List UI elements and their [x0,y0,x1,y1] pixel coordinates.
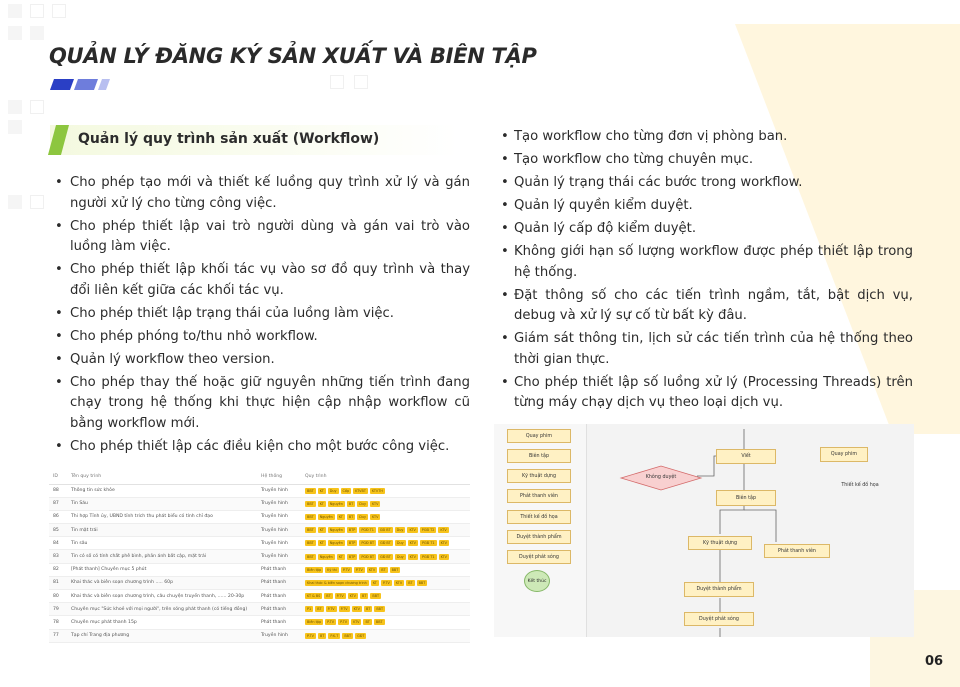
cell-id: 88 [49,484,67,497]
cell-process-tags [301,603,470,616]
process-step-tag: P.TV [382,580,390,585]
process-step-tag: BT [348,501,354,506]
process-step-tag: BT [348,514,354,519]
process-step-tag: KTV [349,594,356,599]
list-item: • Quản lý cấp độ kiểm duyệt. [499,219,913,240]
process-step-tag: KT [319,488,324,493]
process-step-tag: BBT [375,620,383,625]
cell-id: 86 [49,510,67,523]
table-row [49,550,470,563]
table-row [49,603,470,616]
process-step-tag: Duy [396,528,404,533]
left-feature-list [52,173,470,460]
cell-system: Truyền hình [257,510,301,523]
process-step-tag: Nguyên [319,514,333,519]
list-item: • Đặt thông số cho các tiến trình ngầm, tắt, bật dịch vụ, debug và xử lý sự cố từ bất kỳ đâu. [499,286,913,327]
cell-id: 78 [49,616,67,629]
process-step-tag: KT [372,580,377,585]
process-step-tag: Biên tập [307,567,322,572]
process-step-tag: KT [319,501,324,506]
process-step-tag: PGĐ T1 [421,554,435,559]
list-item: • Cho phép thiết lập vai trò người dùng và gán vai trò vào luồng làm việc. [52,217,470,258]
table-row [49,497,470,510]
cell-system: Phát thanh [257,616,301,629]
cell-process-tags [301,629,470,642]
cell-system: Phát thanh [257,576,301,589]
list-item: • Tạo workflow cho từng đơn vị phòng ban. [499,127,913,148]
cell-name: Tin sâu [67,537,257,550]
process-step-tag: KT [319,541,324,546]
node-duyet-phat-song: Duyệt phát sóng [684,612,754,626]
cell-name: Thông tin sức khỏe [67,484,257,497]
list-item: • Quản lý trạng thái các bước trong workflow. [499,173,913,194]
title-bar-mid [74,79,98,90]
cell-id: 79 [49,603,67,616]
cell-name: Chuyên mục "Sức khoẻ với mọi người", trên sóng phát thanh (có tiếng đồng) [67,603,257,616]
process-step-tag: PGĐ T2 [421,528,435,533]
process-step-tag: KTV [353,620,360,625]
process-step-tag: GĐT [357,633,365,638]
process-step-tag: KTV [395,580,403,585]
process-step-tag: Khai thác & biên soạn chương trình [307,580,367,585]
node-thiet-ke-do-hoa: Thiết kế đồ họa [841,482,879,488]
process-step-tag: Duy [396,541,404,546]
cell-name: [Phát thanh] Chuyên mục 5 phút [67,563,257,576]
cell-process-tags [301,590,470,603]
process-step-tag: P.TV [327,607,335,612]
process-step-tag: GĐ BT [379,528,391,533]
palette-item: Kỹ thuật dựng [507,469,571,483]
cell-id: 85 [49,524,67,537]
process-step-tag: Kỹ thi [327,567,337,572]
process-step-tag: KTV [409,541,416,546]
process-step-tag: KTV [409,528,416,533]
process-step-tag: P.K.T [330,633,339,638]
cell-name: Khai thác và biên soạn chương trình, câu chuyện truyền thanh, ...... 20-30p [67,590,257,603]
list-item: • Cho phép thiết lập trạng thái của luồng làm việc. [52,304,470,325]
right-feature-list [499,127,913,416]
list-item: • Quản lý quyền kiểm duyệt. [499,196,913,217]
list-item: • Cho phép thiết lập số luồng xử lý (Processing Threads) trên từng máy chạy dịch vụ theo loại dịch vụ. [499,373,913,414]
cell-name: Chuyên mục phát thanh 15p [67,616,257,629]
page-title: QUẢN LÝ ĐĂNG KÝ SẢN XUẤT VÀ BIÊN TẬP [49,44,537,68]
process-step-tag: BT [362,594,367,599]
process-step-tag: Duy [359,501,367,506]
process-step-tag: BBT [307,541,314,546]
node-khong-duyet: Không duyệt [645,474,677,480]
cell-process-tags [301,537,470,550]
cell-system: Phát thanh [257,603,301,616]
cell-system: Truyền hình [257,497,301,510]
node-duyet-thanh-pham: Duyệt thành phẩm [684,582,754,597]
process-step-tag: BBT [376,607,384,612]
process-step-tag: Nguyên [329,501,343,506]
list-item: • Không giới hạn số lượng workflow được phép thiết lập trong hệ thống. [499,242,913,283]
column-header-process: Quy trình [301,469,470,484]
process-step-tag: BBT [307,528,314,533]
table-row [49,590,470,603]
process-step-tag: KTV [372,501,379,506]
cell-id: 82 [49,563,67,576]
node-phat-thanh-vien: Phát thanh viên [764,544,830,558]
process-step-tag: Duy [329,488,337,493]
process-step-tag: P.TV [340,607,348,612]
process-step-tag: BBT [391,567,399,572]
process-step-tag: KTV [409,554,416,559]
cell-name: Tạp chí Trang địa phương [67,629,257,642]
column-header-name: Tên quy trình [67,469,257,484]
process-step-tag: BT [365,620,370,625]
list-item: • Giám sát thông tin, lịch sử các tiến trình của hệ thống theo thời gian thực. [499,329,913,370]
process-step-tag: BT [365,607,371,612]
process-step-tag: PGĐ BT [361,541,375,546]
list-item: • Cho phép phóng to/thu nhỏ workflow. [52,327,470,348]
process-step-tag: BT [317,607,322,612]
process-step-tag: KTV [440,528,447,533]
cell-id: 83 [49,550,67,563]
process-step-tag: KT [319,528,324,533]
process-step-tag: KTV [368,567,376,572]
cell-name: Thi hợp Tỉnh ủy, UBND tỉnh trích thu phát biểu có tính chỉ đạo [67,510,257,523]
cell-process-tags [301,576,470,589]
cell-id: 84 [49,537,67,550]
process-step-tag: BT [326,594,331,599]
cell-process-tags [301,524,470,537]
palette-item: Quay phim [507,429,571,443]
process-step-tag: P.TV [307,633,314,638]
process-step-tag: KT [338,554,343,559]
process-step-tag: P.TV [342,567,350,572]
process-step-tag: Duy [396,554,404,559]
cell-process-tags [301,550,470,563]
process-step-tag: BBT [418,580,426,585]
cell-process-tags [301,563,470,576]
table-row [49,629,470,642]
process-step-tag: PGĐ T1 [421,541,435,546]
process-step-tag: BBT [372,594,380,599]
cell-system: Truyền hình [257,537,301,550]
process-step-tag: BBT [307,514,314,519]
palette-item: Duyệt thành phẩm [507,530,571,544]
cell-id: 80 [49,590,67,603]
list-item: • Cho phép thay thế hoặc giữ nguyên những tiến trình đang chạy trong hệ thống khi thực hiện cập nhập workflow cũ bằng workflow mới. [52,373,470,435]
table-row [49,510,470,523]
process-step-tag: BTP [348,541,356,546]
cell-system: Truyền hình [257,524,301,537]
cell-process-tags [301,616,470,629]
node-bien-tap: Biên tập [716,490,776,506]
process-step-tag: BBT [344,633,352,638]
process-step-tag: Cấp [342,488,350,493]
list-item: • Tạo workflow cho từng chuyên mục. [499,150,913,171]
process-step-tag: BBT [307,501,314,506]
process-step-tag: KTVTH [371,488,383,493]
title-bar-dark [50,79,74,90]
list-item: • Cho phép tạo mới và thiết kế luồng quy trình xử lý và gán người xử lý cho từng công việc. [52,173,470,214]
process-step-tag: P.TV [336,594,344,599]
cell-process-tags [301,484,470,497]
cell-id: 77 [49,629,67,642]
table-row [49,524,470,537]
cell-process-tags [301,510,470,523]
column-header-id: ID [49,469,67,484]
cell-system: Phát thanh [257,590,301,603]
process-step-tag: P.TV [355,567,363,572]
workflow-diagram [494,424,914,637]
list-item: • Cho phép thiết lập khối tác vụ vào sơ đồ quy trình và thay đổi liên kết giữa các khối tác vụ. [52,260,470,301]
cell-id: 81 [49,576,67,589]
table-body [49,484,470,642]
table-header-row [49,469,470,484]
table-row [49,616,470,629]
cell-name: Tin có số có tính chất phê bình, phản ánh bất cập, mặt trái [67,550,257,563]
palette-item: Thiết kế đồ họa [507,510,571,524]
process-step-tag: Duy [359,514,367,519]
process-step-tag: KTV [440,541,447,546]
workflow-palette [494,424,587,637]
palette-item: Biên tập [507,449,571,463]
process-step-tag: P.TV [327,620,335,625]
process-step-tag: Nguyên [319,554,333,559]
column-header-system: Hệ thống [257,469,301,484]
process-step-tag: BTP [348,554,356,559]
end-node: Kết thúc [524,570,550,592]
process-step-tag: PGĐ BT [361,554,375,559]
palette-item: Duyệt phát sóng [507,550,571,564]
list-item: • Quản lý workflow theo version. [52,350,470,371]
process-step-tag: BBT [307,554,314,559]
title-bar-light [98,79,110,90]
process-step-tag: KTV [440,554,447,559]
cell-id: 87 [49,497,67,510]
cell-system: Truyền hình [257,550,301,563]
list-item: • Cho phép thiết lập các điều kiện cho một bước công việc. [52,437,470,458]
node-quay-phim: Quay phim [820,447,868,462]
process-step-tag: KTVBT [355,488,366,493]
process-step-tag: BT [319,633,325,638]
process-step-tag: P1 [307,607,312,612]
cell-name: Tin mặt trái [67,524,257,537]
process-step-tag: P.TV [340,620,348,625]
node-ky-thuat-dung: Kỹ thuật dựng [688,536,752,550]
process-step-tag: GĐ BT [380,541,391,546]
process-step-tag: KT [338,514,343,519]
cell-process-tags [301,497,470,510]
table-row [49,563,470,576]
table-row [49,484,470,497]
process-step-tag: Nguyên [329,528,343,533]
section-title: Quản lý quy trình sản xuất (Workflow) [78,131,380,147]
process-step-tag: GĐ BT [380,554,391,559]
process-step-tag: BBT [307,488,314,493]
process-step-tag: KT & BS [307,594,321,599]
table-row [49,576,470,589]
process-step-tag: Biên tập [307,620,322,625]
process-step-tag: BT [408,580,413,585]
process-step-tag: KTV [372,514,379,519]
cell-name: Tin Sáu [67,497,257,510]
page-number: 06 [925,654,944,669]
cell-system: Truyền hình [257,629,301,642]
process-step-tag: BT [381,567,386,572]
cell-name: Khai thác và biên soạn chương trình ..... 60p [67,576,257,589]
cell-system: Truyền hình [257,484,301,497]
node-viet: Viết [716,449,776,464]
workflow-table [49,469,470,643]
process-step-tag: KTV [353,607,360,612]
process-step-tag: Nguyên [329,541,343,546]
cell-system: Phát thanh [257,563,301,576]
process-step-tag: BTP [348,528,356,533]
table-row [49,537,470,550]
palette-item: Phát thanh viên [507,489,571,503]
process-step-tag: PGĐ T1 [361,528,374,533]
